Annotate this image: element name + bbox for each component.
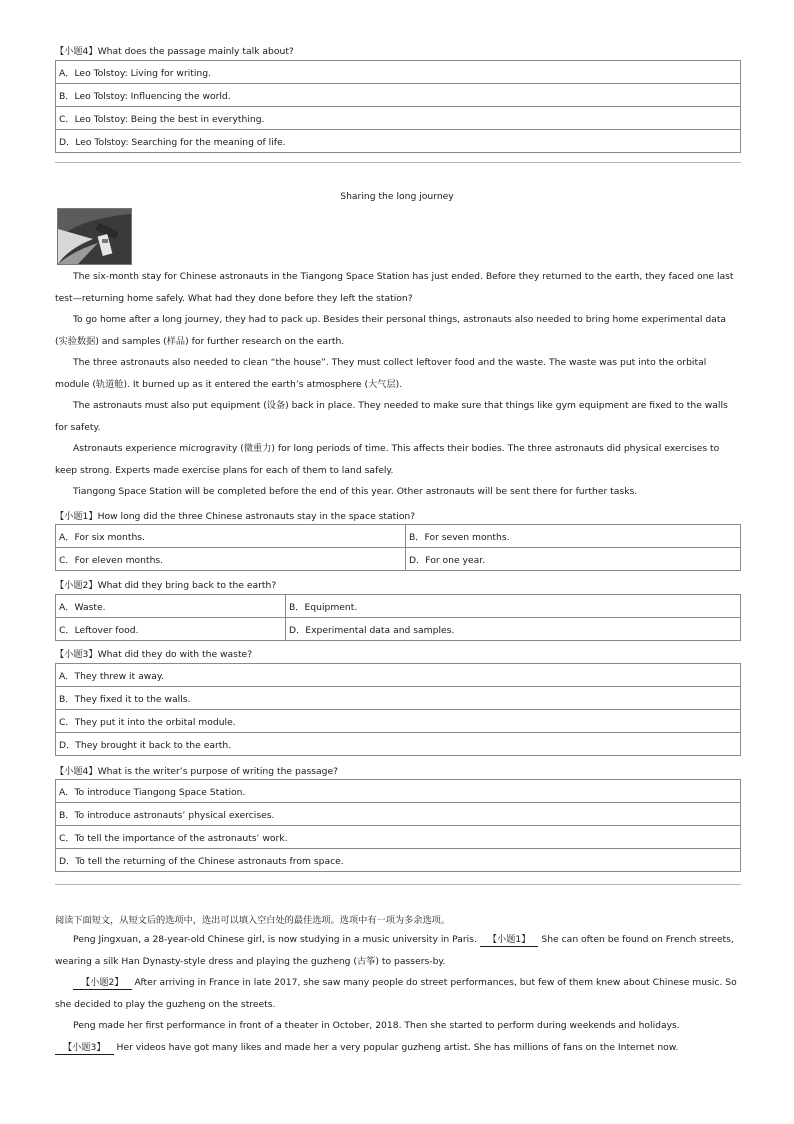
option-b[interactable]: B．They fixed it to the walls. [56, 687, 741, 710]
blank-2[interactable]: 【小题2】 [73, 977, 132, 990]
option-d[interactable]: D．They brought it back to the earth. [56, 733, 741, 756]
option-d[interactable]: D．For one year. [406, 548, 741, 571]
section-instruction: 阅读下面短文，从短文后的选项中，选出可以填入空白处的最佳选项。选项中有一项为多余选项。 [55, 915, 451, 926]
paragraph: The astronauts must also put equipment (设备) back in place. They needed to make sure that things like gym equipment are fixed to the walls for safety. [55, 400, 728, 433]
option-a[interactable]: A．Leo Tolstoy: Living for writing. [56, 61, 741, 84]
option-b[interactable]: B．To introduce astronauts’ physical exercises. [56, 803, 741, 826]
question-label: 【小题1】How long did the three Chinese astronauts stay in the space station? [55, 511, 416, 522]
paragraph [55, 929, 741, 972]
paragraph: Tiangong Space Station will be completed before the end of this year. Other astronauts will be sent there for further tasks. [73, 486, 638, 497]
option-d[interactable]: D．Leo Tolstoy: Searching for the meaning of life. [56, 130, 741, 153]
option-a[interactable]: A．For six months. [56, 525, 406, 548]
paragraph: To go home after a long journey, they had to pack up. Besides their personal things, astronauts also needed to bring home experimental data (实验数据) and samples (样品) for further research on the earth. [55, 314, 727, 347]
option-b[interactable]: B．For seven months. [406, 525, 741, 548]
paragraph-text: Her videos have got many likes and made her a very popular guzheng artist. She has millions of fans on the Internet now. [116, 1041, 679, 1053]
paragraph-text: Peng made her first performance in front of a theater in October, 2018. Then she started to perform during weekends and holidays. [73, 1020, 680, 1031]
option-a[interactable]: A．To introduce Tiangong Space Station. [56, 780, 741, 803]
divider [55, 162, 741, 163]
paragraph-text: She can often be found on French streets, wearing a silk Han Dynasty-style dress and playing the guzheng (古筝) to passers-by. [55, 934, 734, 967]
option-d[interactable]: D．To tell the returning of the Chinese astronauts from space. [56, 849, 741, 872]
paragraph-text: After arriving in France in late 2017, she saw many people do street performances, but few of them knew about Chinese music. So she decided to play the guzheng on the streets. [55, 977, 737, 1010]
options-table [55, 663, 741, 756]
option-c[interactable]: C．They put it into the orbital module. [56, 710, 741, 733]
question-label: 【小题2】What did they bring back to the earth? [55, 580, 277, 591]
paragraph [55, 1015, 741, 1058]
blank-3[interactable]: 【小题3】 [55, 1042, 114, 1055]
passage-title: Sharing the long journey [340, 191, 454, 202]
option-a[interactable]: A．Waste. [56, 595, 286, 618]
option-b[interactable]: B．Leo Tolstoy: Influencing the world. [56, 84, 741, 107]
options-table [55, 60, 741, 153]
option-a[interactable]: A．They threw it away. [56, 664, 741, 687]
option-c[interactable]: C．Leftover food. [56, 618, 286, 641]
option-c[interactable]: C．For eleven months. [56, 548, 406, 571]
option-b[interactable]: B．Equipment. [286, 595, 741, 618]
option-c[interactable]: C．Leo Tolstoy: Being the best in everything. [56, 107, 741, 130]
option-d[interactable]: D．Experimental data and samples. [286, 618, 741, 641]
question-label: 【小题4】What does the passage mainly talk about? [55, 46, 294, 57]
question-label: 【小题3】What did they do with the waste? [55, 649, 253, 660]
question-label: 【小题4】What is the writer’s purpose of writing the passage? [55, 766, 339, 777]
options-table [55, 594, 741, 641]
paragraph [55, 972, 741, 1015]
options-table [55, 779, 741, 872]
blank-1[interactable]: 【小题1】 [480, 934, 539, 947]
option-c[interactable]: C．To tell the importance of the astronauts’ work. [56, 826, 741, 849]
options-table [55, 524, 741, 571]
paragraph-text: Peng Jingxuan, a 28-year-old Chinese girl, is now studying in a music university in Paris. [73, 934, 477, 945]
paragraph: Astronauts experience microgravity (微重力) for long periods of time. This affects their bodies. The three astronauts did physical exercises to keep strong. Experts made exercise plans for each of them to land safely. [55, 443, 720, 476]
space-station-photo [57, 208, 132, 265]
paragraph: The six-month stay for Chinese astronauts in the Tiangong Space Station has just ended. Before they returned to the earth, they faced one last test—returning home safely. What had they done before they left the station? [55, 271, 734, 304]
paragraph: The three astronauts also needed to clean “the house”. They must collect leftover food and the waste. The waste was put into the orbital module (轨道舱). It burned up as it entered the earth’s atmosphere (大气层). [55, 357, 707, 390]
divider [55, 884, 741, 885]
